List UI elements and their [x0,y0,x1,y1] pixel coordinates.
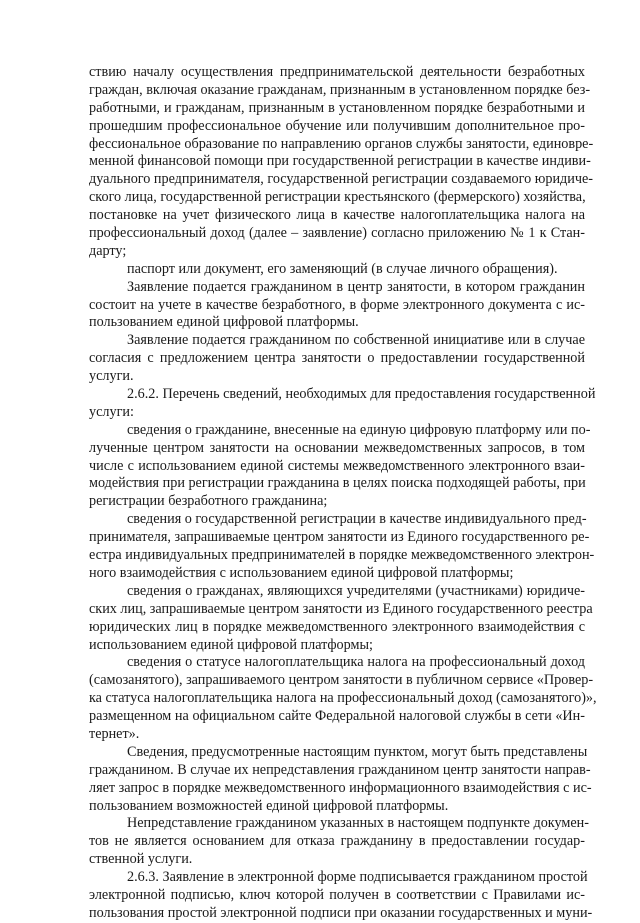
text-line: прошедшим профессиональное обучение или получившим дополнительное про- [89,117,585,134]
text-line: сведения о гражданах, являющихся учредителями (участниками) юридиче- [127,582,585,599]
text-line: Заявление подается гражданином в центр занятости, в котором гражданин [127,278,585,295]
text-line: тернет». [89,725,140,742]
paragraph [89,511,595,583]
text-line: ка статуса налогоплательщика налога на профессиональный доход (самозанятого)», [89,690,597,707]
text-line: состоит на учете в качестве безработного, в форме электронного документа с ис- [89,296,585,313]
text-line: работными, и гражданам, признанным в установленном порядке безработными и [89,99,585,116]
paragraph [89,261,585,279]
text-line: дарту; [89,242,127,259]
text-line: гражданином. В случае их непредставления гражданином центр занятости направ- [89,761,591,778]
text-line: 2.6.2. Перечень сведений, необходимых для предоставления государственной [127,386,596,403]
text-line: пользованием единой цифровой платформы. [89,314,359,331]
text-line: граждан, включая оказание гражданам, признанным в установленном порядке без- [89,81,591,98]
text-line: услуги: [89,403,134,420]
text-line: ного взаимодействия с использованием единой цифровой платформы; [89,564,514,581]
text-line: согласия с предложением центра занятости о предоставлении государственной [89,350,585,367]
text-line: ствию началу осуществления предпринимательской деятельности безработных [89,64,585,80]
text-line: числе с использованием единой системы межведомственного электронного взаи- [89,457,585,474]
text-line: Заявление подается гражданином по собственной инициативе или в случае [127,332,585,349]
text-line: естра индивидуальных предпринимателей в порядке межведомственного электрон- [89,547,595,564]
paragraph [89,386,596,422]
paragraph [89,582,593,655]
text-line: модействия при регистрации гражданина в целях поиска подходящей работы, при [89,475,586,492]
paragraph [89,869,593,923]
text-line: Непредставление гражданином указанных в настоящем подпункте докумен- [127,815,589,832]
text-line: паспорт или документ, его заменяющий (в случае личного обращения). [127,260,558,277]
text-line: профессиональный доход (далее – заявление) согласно приложению № 1 к Стан- [89,225,585,242]
text-line: пользования простой электронной подписи при оказании государственных и муни- [89,904,593,921]
text-line: сведения о статусе налогоплательщика налога на профессиональный доход [127,654,585,671]
text-line: дуального предпринимателя, государственной регистрации создаваемого юридиче- [89,171,594,188]
text-line: электронной подписью, ключ которой получен в соответствии с Правилами ис- [89,886,585,903]
text-line: ственной услуги. [89,851,193,868]
text-line: лученные центром занятости на основании межведомственных запросов, в том [89,439,585,456]
text-line: принимателя, запрашиваемые центром занятости из Единого государственного ре- [89,529,590,546]
paragraph [89,332,585,386]
text-line: (самозанятого), запрашиваемого центром занятости в публичном сервисе «Провер- [89,672,594,689]
text-line: регистрации безработного гражданина; [89,493,328,510]
text-line: ского лица, государственной регистрации крестьянского (фермерского) хозяйства, [89,189,586,206]
paragraph [89,743,592,816]
paragraph [89,64,594,261]
text-line: менной финансовой помощи при государственной регистрации в качестве индиви- [89,153,591,170]
text-line: Сведения, предусмотренные настоящим пунктом, могут быть представлены [127,743,588,760]
paragraph [89,421,591,511]
text-line: тов не является основанием для отказа гражданину в предоставлении государ- [89,833,585,850]
text-line: сведения о гражданине, внесенные на единую цифровую платформу или по- [127,421,591,438]
text-line: размещенном на официальном сайте Федеральной налоговой службы в сети «Ин- [89,708,585,725]
text-line: фессиональное образование по направлению органов службы занятости, единовре- [89,135,594,152]
document-page [89,64,597,923]
text-line: пользованием возможностей единой цифровой платформы. [89,797,449,814]
paragraph [89,815,589,869]
text-line: 2.6.3. Заявление в электронной форме подписывается гражданином простой [127,869,588,886]
paragraph [89,654,597,743]
text-line: сведения о государственной регистрации в качестве индивидуального пред- [127,511,587,528]
text-line: использованием единой цифровой платформы; [89,636,373,653]
paragraph [89,279,585,333]
text-line: ских лиц, запрашиваемые центром занятости из Единого государственного реестра [89,600,593,617]
text-line: постановке на учет физического лица в качестве налогоплательщика налога на [89,207,585,224]
text-line: юридических лиц в порядке межведомственного электронного взаимодействия с [89,618,585,635]
text-line: услуги. [89,368,134,385]
text-line: ляет запрос в порядке межведомственного информационного взаимодействия с ис- [89,779,592,796]
